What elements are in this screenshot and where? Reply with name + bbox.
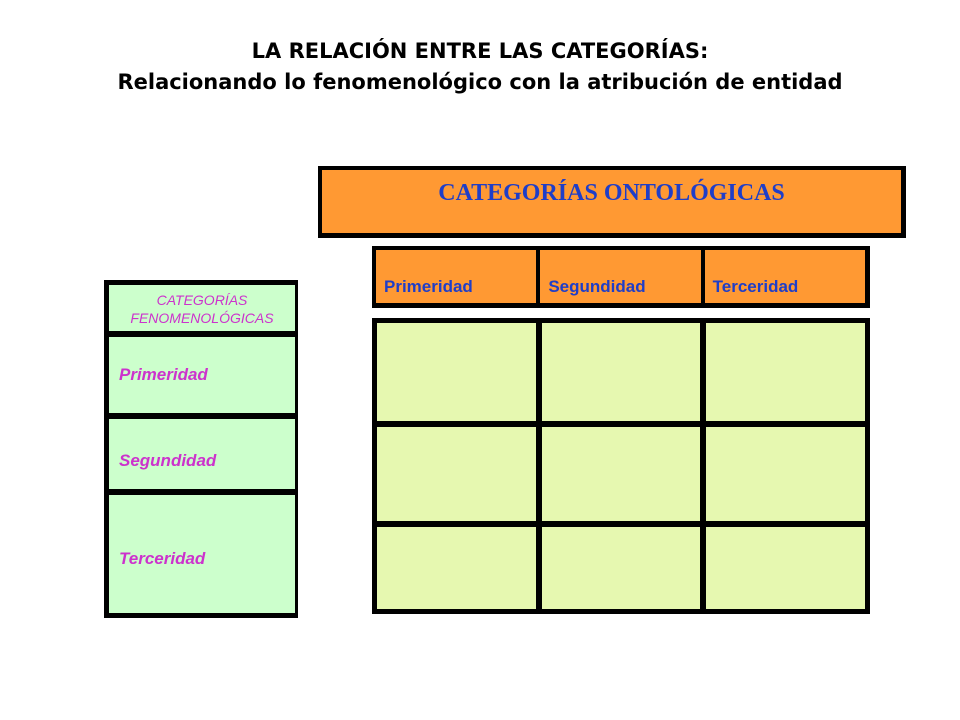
slide-title (0, 36, 960, 98)
row-label: Segundidad (119, 451, 217, 470)
column-header-primeridad (376, 250, 536, 303)
column-header-terceridad (701, 250, 865, 303)
phenomenological-header (109, 285, 295, 331)
ontological-column-headers (372, 246, 870, 308)
column-header-label: Terceridad (712, 277, 799, 296)
ontological-header-label: CATEGORÍAS ONTOLÓGICAS (438, 180, 785, 206)
row-label-primeridad (109, 337, 295, 413)
title-line-2: Relacionando lo fenomenológico con la atribución de entidad (117, 70, 843, 94)
grid-cell-2-1 (377, 427, 536, 521)
grid-cell-1-2 (542, 323, 701, 421)
phenomenological-categories-column (104, 280, 298, 618)
title-line-1: LA RELACIÓN ENTRE LAS CATEGORÍAS: (251, 39, 709, 63)
column-header-label: Segundidad (548, 277, 646, 296)
grid-cell-1-1 (377, 323, 536, 421)
row-label: Primeridad (119, 365, 208, 384)
row-label-terceridad (109, 495, 295, 613)
ontological-categories-header (318, 166, 906, 238)
row-label: Terceridad (119, 549, 206, 568)
row-label-segundidad (109, 419, 295, 489)
grid-cell-2-2 (542, 427, 701, 521)
phenomenological-header-line-2: FENOMENOLÓGICAS (130, 310, 274, 326)
column-header-label: Primeridad (384, 277, 473, 296)
grid-cell-2-3 (706, 427, 865, 521)
grid-cell-3-3 (706, 527, 865, 609)
grid-cell-1-3 (706, 323, 865, 421)
column-header-segundidad (536, 250, 700, 303)
grid-cell-3-1 (377, 527, 536, 609)
phenomenological-header-line-1: CATEGORÍAS (156, 292, 248, 308)
relation-grid (372, 318, 870, 614)
grid-cell-3-2 (542, 527, 701, 609)
